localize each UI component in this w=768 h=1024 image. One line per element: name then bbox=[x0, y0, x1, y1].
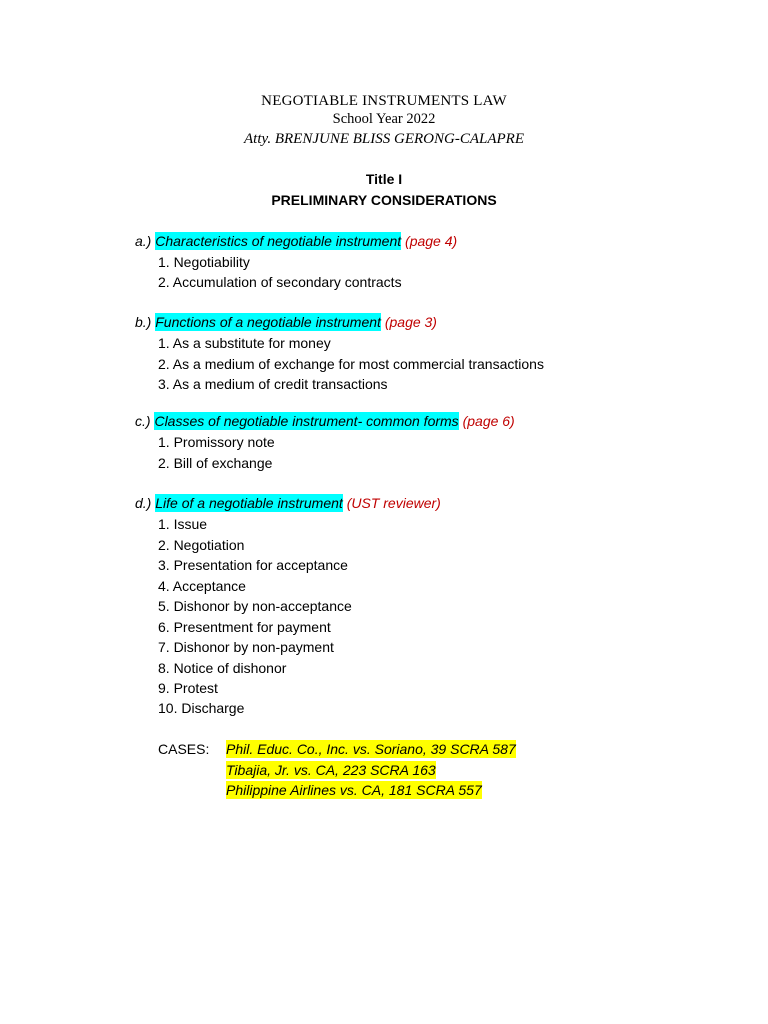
title-number: Title I bbox=[365, 171, 403, 187]
section-reference: (page 6) bbox=[462, 413, 515, 429]
section-title: Characteristics of negotiable instrument bbox=[155, 233, 402, 249]
case-text: Philippine Airlines vs. CA, 181 SCRA 557 bbox=[226, 782, 482, 798]
list-item: 1. Promissory note bbox=[158, 434, 275, 450]
section-title: Classes of negotiable instrument- common forms bbox=[154, 413, 459, 429]
list-item: 1. Issue bbox=[158, 516, 208, 532]
section-d-heading bbox=[135, 495, 441, 512]
section-prefix: c.) bbox=[135, 413, 151, 429]
title-heading: PRELIMINARY CONSIDERATIONS bbox=[271, 192, 497, 208]
list-item: 1. As a substitute for money bbox=[158, 335, 331, 351]
list-item: 1. Negotiability bbox=[158, 254, 250, 270]
list-item: 2. Bill of exchange bbox=[158, 455, 273, 471]
section-c-heading bbox=[135, 413, 515, 430]
section-reference: (UST reviewer) bbox=[346, 495, 441, 511]
section-prefix: a.) bbox=[135, 233, 152, 249]
list-item: 6. Presentment for payment bbox=[158, 619, 331, 635]
case-citation bbox=[226, 741, 516, 758]
school-year: School Year 2022 bbox=[332, 111, 436, 127]
list-item: 5. Dishonor by non-acceptance bbox=[158, 598, 352, 614]
list-item: 7. Dishonor by non-payment bbox=[158, 639, 334, 655]
list-item: 2. Negotiation bbox=[158, 537, 245, 553]
list-item: 2. Accumulation of secondary contracts bbox=[158, 274, 402, 290]
section-title: Life of a negotiable instrument bbox=[155, 495, 343, 511]
list-item: 2. As a medium of exchange for most commercial transactions bbox=[158, 356, 544, 372]
section-title: Functions of a negotiable instrument bbox=[155, 314, 381, 330]
case-citation bbox=[226, 762, 436, 779]
list-item: 3. Presentation for acceptance bbox=[158, 557, 348, 573]
instructor-name: Atty. BRENJUNE BLISS GERONG-CALAPRE bbox=[244, 131, 524, 147]
cases-label: CASES: bbox=[158, 741, 210, 757]
section-reference: (page 3) bbox=[384, 314, 437, 330]
list-item: 3. As a medium of credit transactions bbox=[158, 376, 388, 392]
case-text: Phil. Educ. Co., Inc. vs. Soriano, 39 SCRA 587 bbox=[226, 741, 516, 757]
case-citation bbox=[226, 782, 482, 799]
course-title: NEGOTIABLE INSTRUMENTS LAW bbox=[261, 93, 507, 109]
section-reference: (page 4) bbox=[405, 233, 458, 249]
list-item: 9. Protest bbox=[158, 680, 218, 696]
list-item: 4. Acceptance bbox=[158, 578, 246, 594]
section-prefix: b.) bbox=[135, 314, 152, 330]
section-prefix: d.) bbox=[135, 495, 152, 511]
section-a-heading bbox=[135, 233, 457, 250]
list-item: 8. Notice of dishonor bbox=[158, 660, 287, 676]
case-text: Tibajia, Jr. vs. CA, 223 SCRA 163 bbox=[226, 762, 436, 778]
section-b-heading bbox=[135, 314, 437, 331]
list-item: 10. Discharge bbox=[158, 700, 245, 716]
